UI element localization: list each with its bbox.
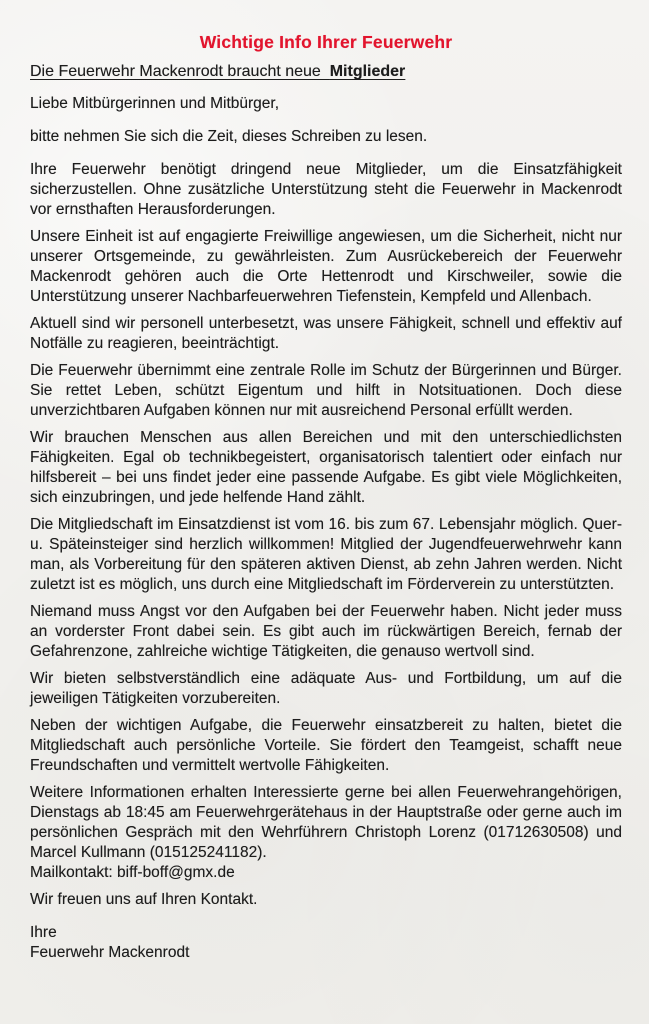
salutation: Liebe Mitbürgerinnen und Mitbürger, (30, 95, 280, 112)
paragraph-no-fear: Niemand muss Angst vor den Aufgaben bei der Feuerwehr haben. Nicht jeder muss an vorderster Front dabei sein. Es gibt auch im rückwärtigen Bereich, fernab der Gefahrenzone, zahlreiche wichtige Tätigkeiten, die genauso wertvoll sind. (30, 603, 622, 660)
intro-line: bitte nehmen Sie sich die Zeit, dieses Schreiben zu lesen. (30, 128, 428, 145)
mail-contact-line: Mailkontakt: biff-boff@gmx.de (30, 864, 235, 881)
paragraph-contact-info: Weitere Informationen erhalten Interessierte gerne bei allen Feuerwehrangehörigen, Dienstags ab 18:45 am Feuerwehrgerätehaus in der Hauptstraße oder gerne auch im persönlichen Gespräch mit den Wehrführern Christoph Lorenz (01712630508) und Marcel Kullmann (015125241182). (30, 784, 622, 861)
paragraph-understaffed: Aktuell sind wir personell unterbesetzt, was unsere Fähigkeit, schnell und effektiv auf Notfälle zu reagieren, beeinträchtigt. (30, 315, 622, 352)
paragraph-people-all-fields: Wir brauchen Menschen aus allen Bereichen und mit den unterschiedlichsten Fähigkeiten. Egal ob technikbegeistert, organisatorisch talentiert oder einfach nur hilfsbereit – bei uns findet jeder eine passende Aufgabe. Es gibt viele Möglichkeiten, sich einzubringen, und jede helfende Hand zählt. (30, 429, 622, 506)
subject-heading (30, 61, 622, 83)
paragraph-membership-ages: Die Mitgliedschaft im Einsatzdienst ist vom 16. bis zum 67. Lebensjahr möglich. Quer- u. Späteinsteiger sind herzlich willkommen! Mitglied der Jugendfeuerwehrwehr kann man, als Vorbereitung für den späteren aktiven Dienst, ab zehn Jahren werden. Nicht zuletzt ist es möglich, uns durch eine Mitgliedschaft im Förderverein zu unterstützten. (30, 516, 622, 593)
paragraph-central-role: Die Feuerwehr übernimmt eine zentrale Rolle im Schutz der Bürgerinnen und Bürger. Sie rettet Leben, schützt Eigentum und hilft in Notsituationen. Doch diese unverzichtbaren Aufgaben können nur mit ausreichend Personal erfüllt werden. (30, 362, 622, 419)
subject-underline (30, 63, 405, 80)
paragraph-training: Wir bieten selbstverständlich eine adäquate Aus- und Fortbildung, um auf die jeweiligen Tätigkeiten vorzubereiten. (30, 670, 622, 707)
paragraph-personal-benefits: Neben der wichtigen Aufgabe, die Feuerwehr einsatzbereit zu halten, bietet die Mitgliedschaft auch persönliche Vorteile. Sie fördert den Teamgeist, schafft neue Freundschaften und vermittelt wertvolle Fähigkeiten. (30, 717, 622, 774)
paragraph-need-members: Ihre Feuerwehr benötigt dringend neue Mitglieder, um die Einsatzfähigkeit sicherzustellen. Ohne zusätzliche Unterstützung steht die Feuerwehr in Mackenrodt vor ernsthaften Herausforderungen. (30, 161, 622, 218)
subject-text-regular: Die Feuerwehr Mackenrodt braucht neue (30, 63, 330, 80)
letter-title: Wichtige Info Ihrer Feuerwehr (199, 32, 453, 52)
signature-line-ihre: Ihre (30, 924, 57, 941)
signature-line-feuerwehr: Feuerwehr Mackenrodt (30, 944, 190, 961)
closing-line: Wir freuen uns auf Ihren Kontakt. (30, 891, 258, 908)
paragraph-unit-volunteers: Unsere Einheit ist auf engagierte Freiwillige angewiesen, um die Sicherheit, nicht nur unserer Ortsgemeinde, zu gewährleisten. Zum Ausrückebereich der Feuerwehr Mackenrodt gehören auch die Orte Hettenrodt und Kirschweiler, sowie die Unterstützung unserer Nachbarfeuerwehren Tiefenstein, Kempfeld und Allenbach. (30, 228, 622, 305)
subject-text-bold: Mitglieder (329, 63, 406, 80)
signature-block (30, 923, 622, 963)
